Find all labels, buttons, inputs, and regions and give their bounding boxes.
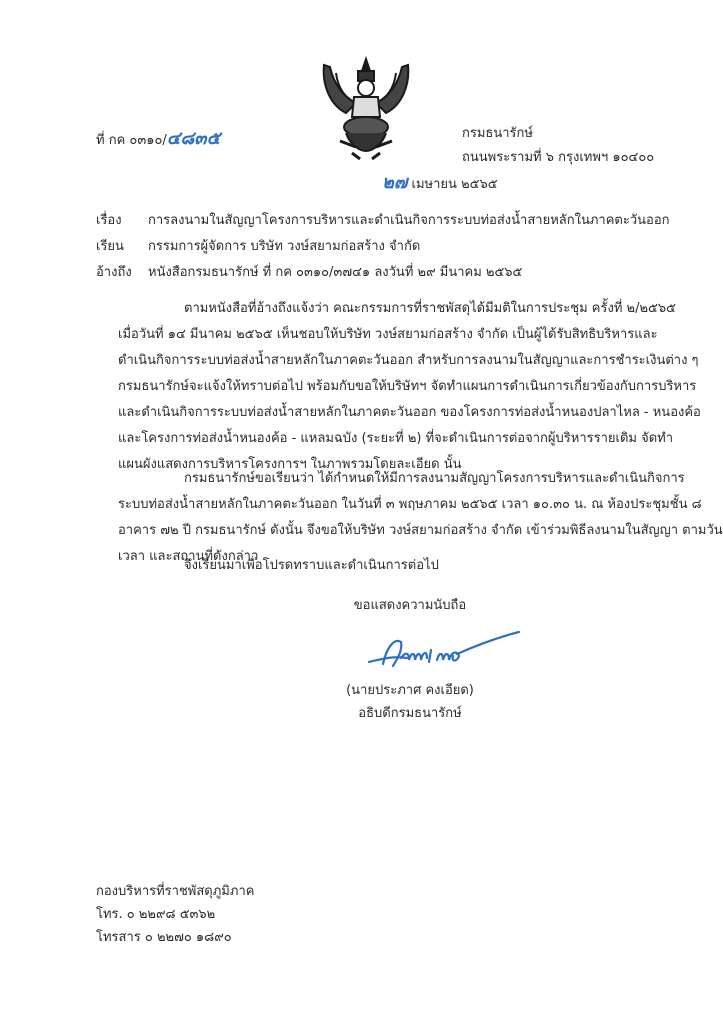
paragraph-line: ดำเนินกิจการระบบท่อส่งน้ำสายหลักในภาคตะวันออก สำหรับการลงนามในสัญญาและการชำระเงินต่าง ๆ [118,353,699,368]
field-value: กรรมการผู้จัดการ บริษัท วงษ์สยามก่อสร้าง จำกัด [148,239,421,254]
signer-name: (นายประภาศ คงเอียด) [346,683,474,698]
body-paragraph-2 [118,466,723,570]
org-address: ถนนพระรามที่ ๖ กรุงเทพฯ ๑๐๔๐๐ [462,150,655,165]
date-day-handwritten: ๒๗ [382,172,408,193]
signer-title: อธิบดีกรมธนารักษ์ [358,706,462,721]
footer-contact [96,880,254,949]
paragraph-line: กรมธนารักษ์ขอเรียนว่า ได้กำหนดให้มีการลงนามสัญญาโครงการบริหารและดำเนินกิจการ [184,471,685,486]
salutation: ขอแสดงความนับถือ [353,598,467,613]
field-label: อ้างถึง [96,265,132,280]
field-value: หนังสือกรมธนารักษ์ ที่ กค ๐๓๑๐/๓๗๔๑ ลงวันที่ ๒๙ มีนาคม ๒๕๖๕ [148,265,523,280]
paragraph-line: แผนผังแสดงการบริหารโครงการฯ ในภาพรวมโดยละเอียด นั้น [118,457,462,472]
paragraph-line: อาคาร ๗๒ ปี กรมธนารักษ์ ดังนั้น จึงขอให้บริษัท วงษ์สยามก่อสร้าง จำกัด เข้าร่วมพิธีลงนามในสัญญา ตามวัน [118,523,723,538]
paragraph-line: และดำเนินกิจการระบบท่อส่งน้ำสายหลักในภาคตะวันออก ของโครงการท่อส่งน้ำหนองปลาไหล - หนองค้อ [118,405,701,420]
paragraph-line: เมื่อวันที่ ๑๔ มีนาคม ๒๕๖๕ เห็นชอบให้บริษัท วงษ์สยามก่อสร้าง จำกัด เป็นผู้ได้รับสิทธิบริหารและ [118,327,658,342]
reference-number [96,130,220,150]
field-label: เรียน [96,239,124,254]
paragraph-line: และโครงการท่อส่งน้ำหนองค้อ - แหลมฉบัง (ระยะที่ ๒) ที่จะดำเนินการต่อจากผู้บริหารรายเดิม จัดทำ [118,431,674,446]
field-recipient [96,238,420,256]
date-month-year: เมษายน ๒๕๖๕ [411,177,498,192]
paragraph-line: กรมธนารักษ์จะแจ้งให้ทราบต่อไป พร้อมกับขอให้บริษัทฯ จัดทำแผนการดำเนินการเกี่ยวข้องกับการบริหาร [118,379,697,394]
field-reference [96,264,522,282]
reference-prefix: ที่ กค ๐๓๑๐/ [96,133,167,148]
field-value: การลงนามในสัญญาโครงการบริหารและดำเนินกิจการระบบท่อส่งน้ำสายหลักในภาคตะวันออก [148,213,670,228]
field-subject [96,212,670,230]
footer-phone: โทร. ๐ ๒๒๙๘ ๕๓๖๒ [96,907,216,922]
paragraph-line: ตามหนังสือที่อ้างถึงแจ้งว่า คณะกรรมการที่ราชพัสดุได้มีมติในการประชุม ครั้งที่ ๒/๒๕๖๕ [184,301,676,316]
org-name: กรมธนารักษ์ [462,126,533,141]
letter-date [382,174,498,194]
reference-handwritten: ๔๘๓๕ [166,128,221,149]
field-label: เรื่อง [96,213,122,228]
garuda-emblem-icon [316,55,416,160]
body-paragraph-1 [118,296,701,478]
handwritten-signature-icon [365,628,525,678]
paragraph-line: เวลา และสถานที่ดังกล่าว [118,549,259,564]
closing-line: จึงเรียนมาเพื่อโปรดทราบและดำเนินการต่อไป [184,558,439,573]
footer-department: กองบริหารที่ราชพัสดุภูมิภาค [96,884,255,899]
footer-fax: โทรสาร ๐ ๒๒๗๐ ๑๘๙๐ [96,930,232,945]
paragraph-line: ระบบท่อส่งน้ำสายหลักในภาคตะวันออก ในวันที่ ๓ พฤษภาคม ๒๕๖๕ เวลา ๑๐.๓๐ น. ณ ห้องประชุมชั้น ๘ [118,497,702,512]
